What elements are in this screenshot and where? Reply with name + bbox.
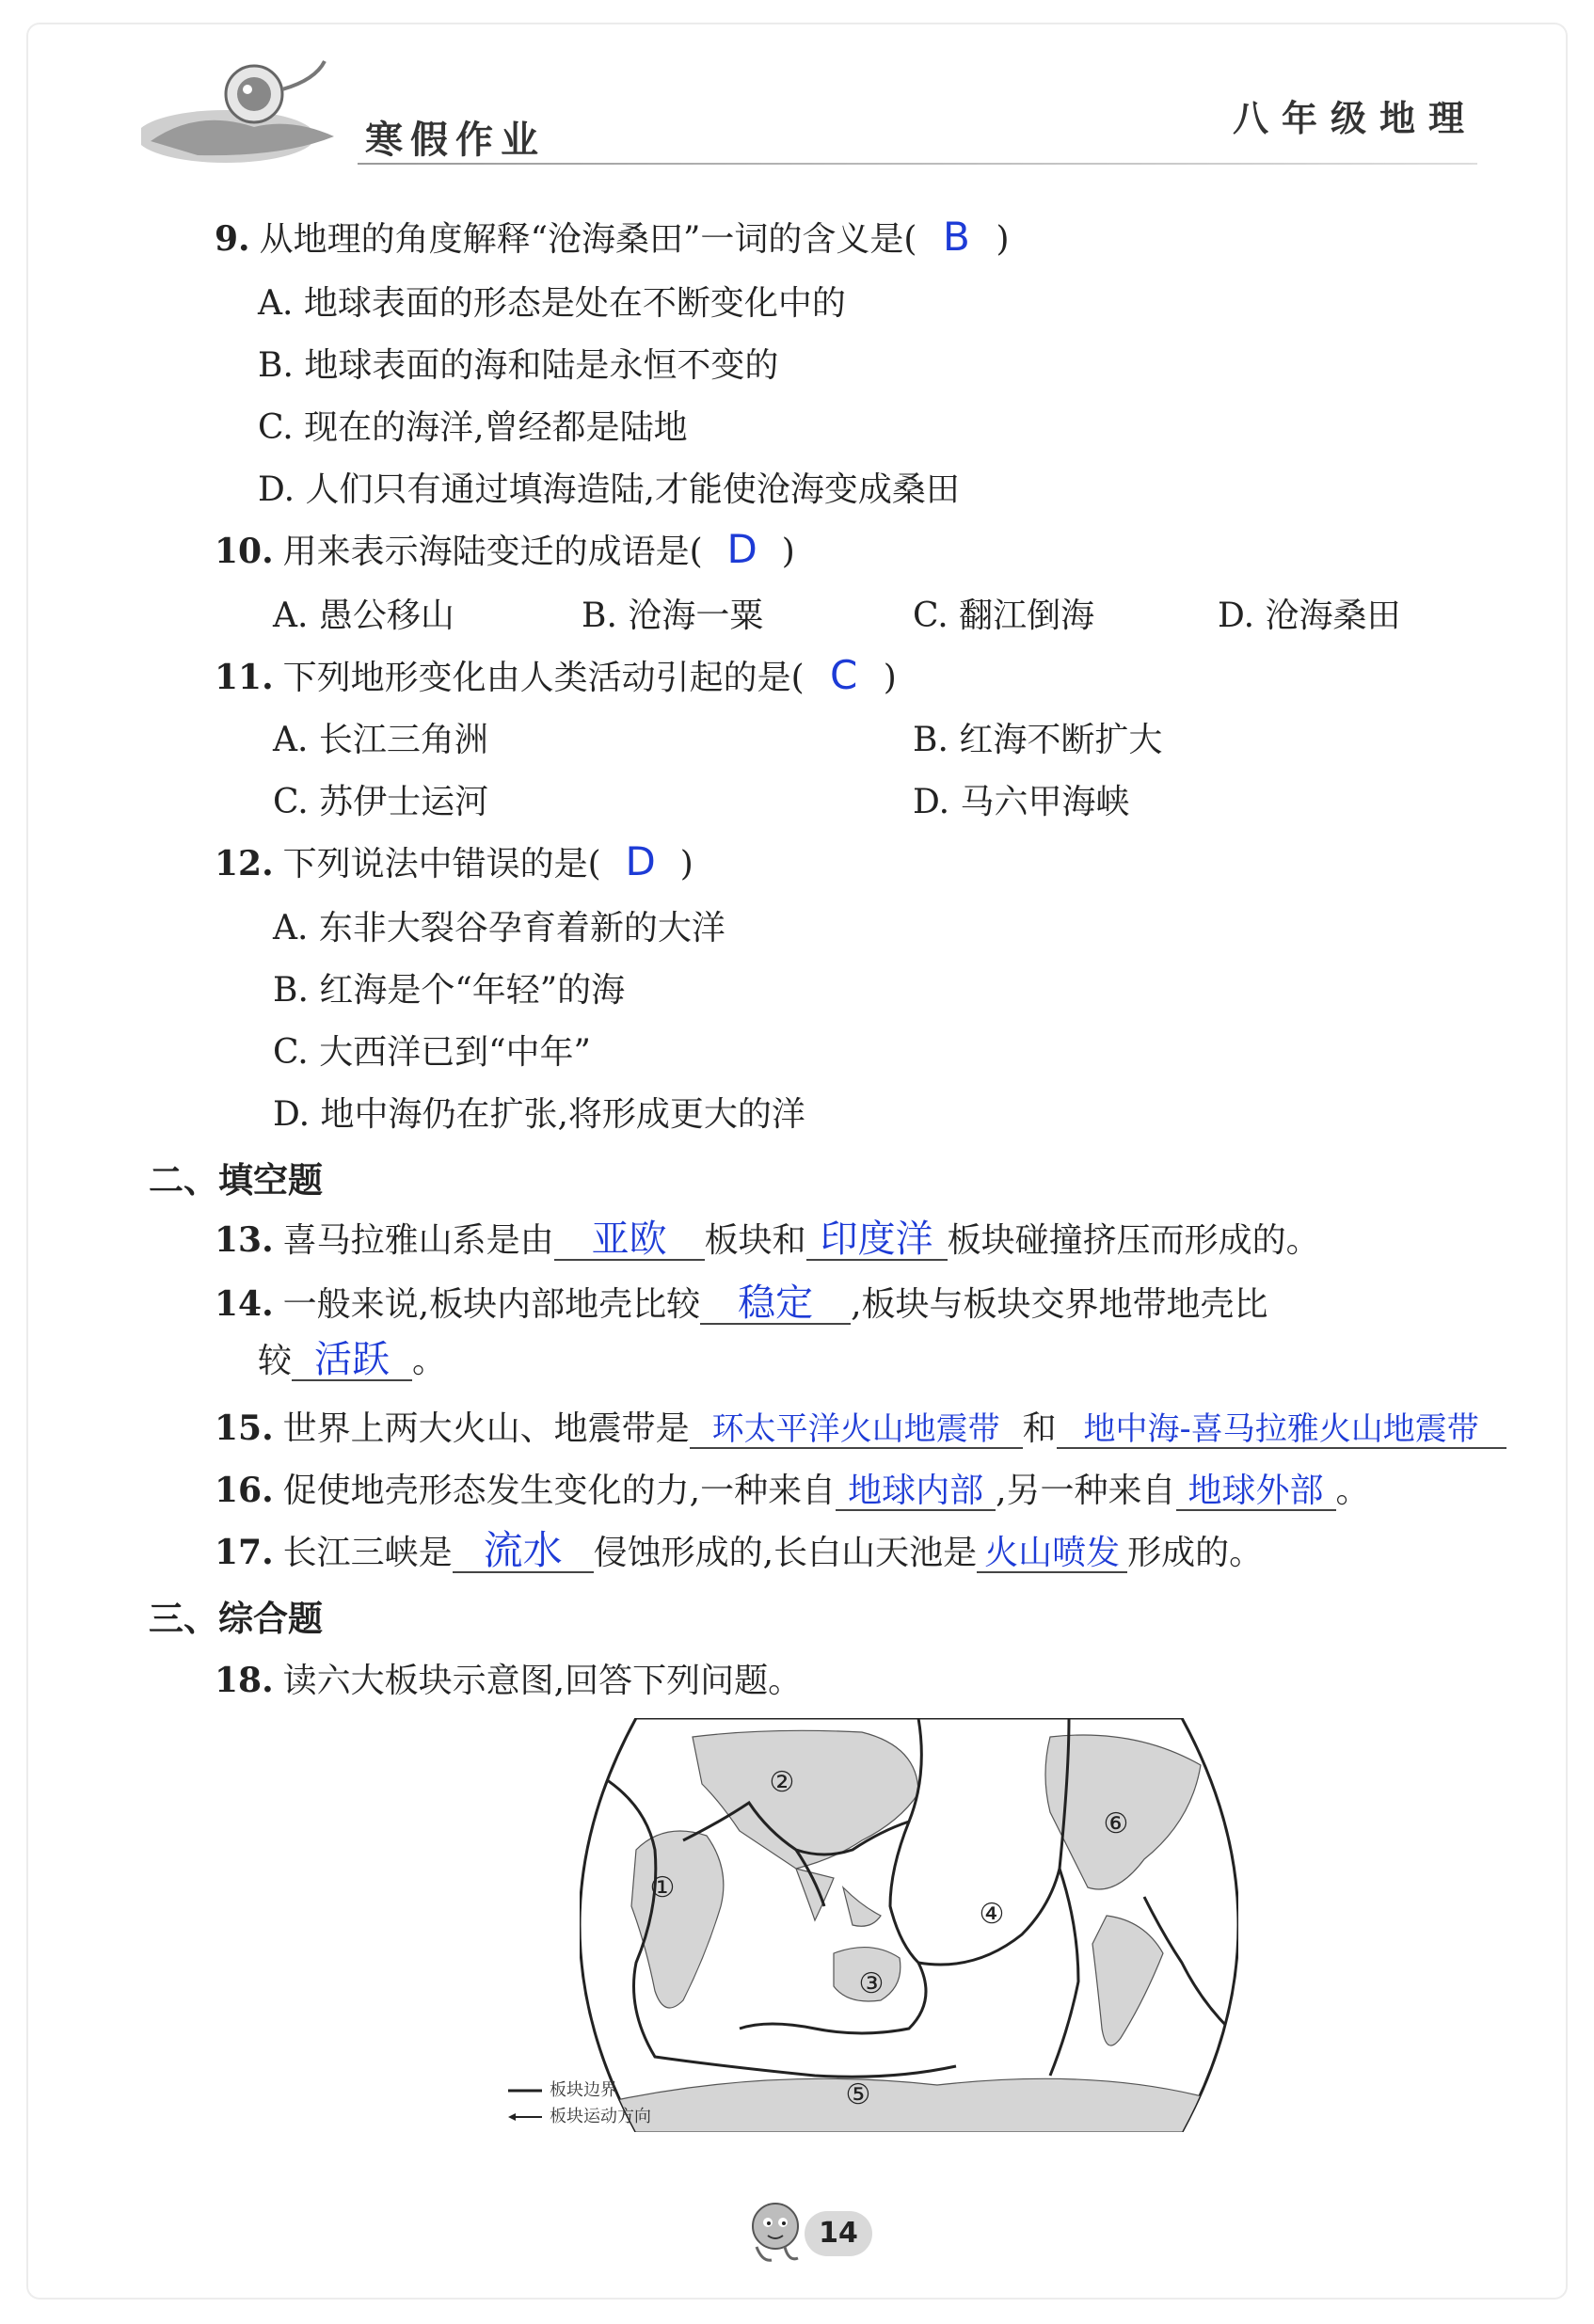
option-b: B. 红海不断扩大 (913, 721, 1163, 759)
question-number: 16. (215, 1471, 274, 1510)
plate-label-2: ② (769, 1766, 795, 1799)
question-text: 一般来说,板块内部地壳比较 (282, 1285, 701, 1324)
question-number: 13. (215, 1220, 274, 1260)
question-stem: 读六大板块示意图,回答下列问题。 (282, 1662, 803, 1700)
section-heading-comprehensive: 三、综合题 (149, 1599, 323, 1639)
option-c: C. 翻江倒海 (913, 597, 1095, 635)
question-number: 12. (215, 844, 274, 883)
question-text: 促使地壳形态发生变化的力,一种来自 (282, 1472, 837, 1510)
option-a: A. 长江三角洲 (273, 721, 488, 759)
question-number: 17. (215, 1533, 274, 1572)
question-14 (215, 1278, 1268, 1326)
question-text: 侵蚀形成的,长白山天池是 (593, 1534, 978, 1572)
question-number: 15. (215, 1409, 274, 1448)
question-text: 和 (1022, 1409, 1057, 1448)
map-legend (508, 2077, 651, 2130)
legend-boundary (508, 2077, 651, 2104)
question-14-continued (258, 1334, 446, 1382)
question-15 (215, 1402, 1506, 1450)
answer-blank: 流水 (453, 1530, 594, 1573)
header-title: 寒假作业 (365, 119, 546, 162)
legend-label: 板块边界 (550, 2080, 617, 2100)
question-number: 10. (215, 532, 274, 571)
plate-label-1: ① (649, 1871, 676, 1904)
question-text: 板块碰撞挤压而形成的。 (947, 1221, 1320, 1260)
six-plates-map (580, 1718, 1238, 2132)
option-a: A. 地球表面的形态是处在不断变化中的 (258, 284, 846, 323)
option-a: A. 东非大裂谷孕育着新的大洋 (273, 909, 725, 947)
option-c: C. 苏伊士运河 (273, 783, 489, 821)
answer-blank: 亚欧 (554, 1219, 705, 1261)
question-text: 世界上两大火山、地震带是 (282, 1409, 690, 1448)
page-number: 14 (805, 2211, 872, 2256)
question-text: 较 (258, 1342, 293, 1380)
question-text: 板块和 (704, 1221, 806, 1260)
option-c: C. 大西洋已到“中年” (273, 1033, 591, 1072)
astronaut-mascot-icon (141, 52, 339, 165)
question-number: 18. (215, 1661, 274, 1700)
question-stem: 下列地形变化由人类活动引起的是( (282, 659, 805, 697)
boundary-line-icon (508, 2086, 542, 2095)
header-divider (358, 163, 1477, 165)
question-number: 11. (215, 658, 274, 697)
question-stem: 用来表示海陆变迁的成语是( (282, 533, 703, 571)
question-text: ,板块与板块交界地带地壳比 (851, 1285, 1268, 1324)
legend-label: 板块运动方向 (550, 2107, 651, 2126)
header-subject: 八年级地理 (1232, 98, 1477, 139)
question-17 (215, 1526, 1263, 1574)
motion-arrow-icon (508, 2112, 542, 2122)
option-d: D. 人们只有通过填海造陆,才能使沧海变成桑田 (258, 470, 960, 509)
question-text: 。 (1335, 1472, 1370, 1510)
section-heading-fill-in: 二、填空题 (149, 1160, 323, 1201)
question-12 (215, 837, 693, 885)
question-text: 。 (412, 1342, 447, 1380)
paren-close: ) (679, 845, 693, 883)
question-16 (215, 1464, 1370, 1512)
answer-blank: 稳定 (700, 1283, 851, 1325)
world-plate-map-figure (580, 1718, 1238, 2132)
question-number: 9. (215, 219, 250, 259)
plate-label-4: ④ (979, 1898, 1005, 1931)
option-b: B. 红海是个“年轻”的海 (273, 971, 626, 1010)
option-d: D. 沧海桑田 (1218, 597, 1401, 635)
answer-blank: 火山喷发 (977, 1536, 1127, 1573)
question-text: ,另一种来自 (996, 1472, 1176, 1510)
question-18 (215, 1654, 802, 1702)
question-text: 形成的。 (1127, 1534, 1264, 1572)
paren-close: ) (883, 659, 897, 697)
option-b: B. 沧海一粟 (582, 597, 764, 635)
legend-motion (508, 2104, 651, 2130)
plate-label-6: ⑥ (1103, 1807, 1129, 1840)
question-text: 喜马拉雅山系是由 (282, 1221, 554, 1260)
question-stem: 下列说法中错误的是( (282, 845, 601, 883)
page-header (141, 52, 1477, 165)
option-d: D. 马六甲海峡 (913, 783, 1130, 821)
answer-choice: D (726, 526, 757, 572)
cartoon-mascot-icon (743, 2192, 809, 2268)
plate-label-5: ⑤ (845, 2078, 871, 2111)
question-13 (215, 1214, 1320, 1262)
answer-choice: D (625, 838, 656, 884)
paren-close: ) (996, 220, 1010, 259)
paren-close: ) (781, 533, 795, 571)
question-text: 长江三峡是 (282, 1534, 453, 1572)
question-10 (215, 525, 795, 573)
answer-blank: 活跃 (292, 1340, 412, 1381)
option-a: A. 愚公移山 (273, 597, 454, 635)
answer-choice: C (830, 652, 858, 698)
option-d: D. 地中海仍在扩张,将形成更大的洋 (273, 1095, 805, 1134)
answer-blank: 地球外部 (1176, 1473, 1336, 1511)
option-b: B. 地球表面的海和陆是永恒不变的 (258, 346, 779, 385)
question-11 (215, 651, 897, 699)
option-c: C. 现在的海洋,曾经都是陆地 (258, 408, 688, 447)
plate-label-3: ③ (858, 1967, 885, 2000)
answer-choice: B (943, 214, 970, 260)
answer-blank: 地中海-喜马拉雅火山地震带 (1057, 1413, 1506, 1449)
answer-blank: 地球内部 (836, 1473, 996, 1511)
question-stem: 从地理的角度解释“沧海桑田”一词的含义是( (259, 220, 917, 259)
question-number: 14. (215, 1284, 274, 1324)
answer-blank: 环太平洋火山地震带 (690, 1413, 1023, 1449)
question-9 (215, 213, 1010, 261)
answer-blank: 印度洋 (806, 1219, 948, 1261)
